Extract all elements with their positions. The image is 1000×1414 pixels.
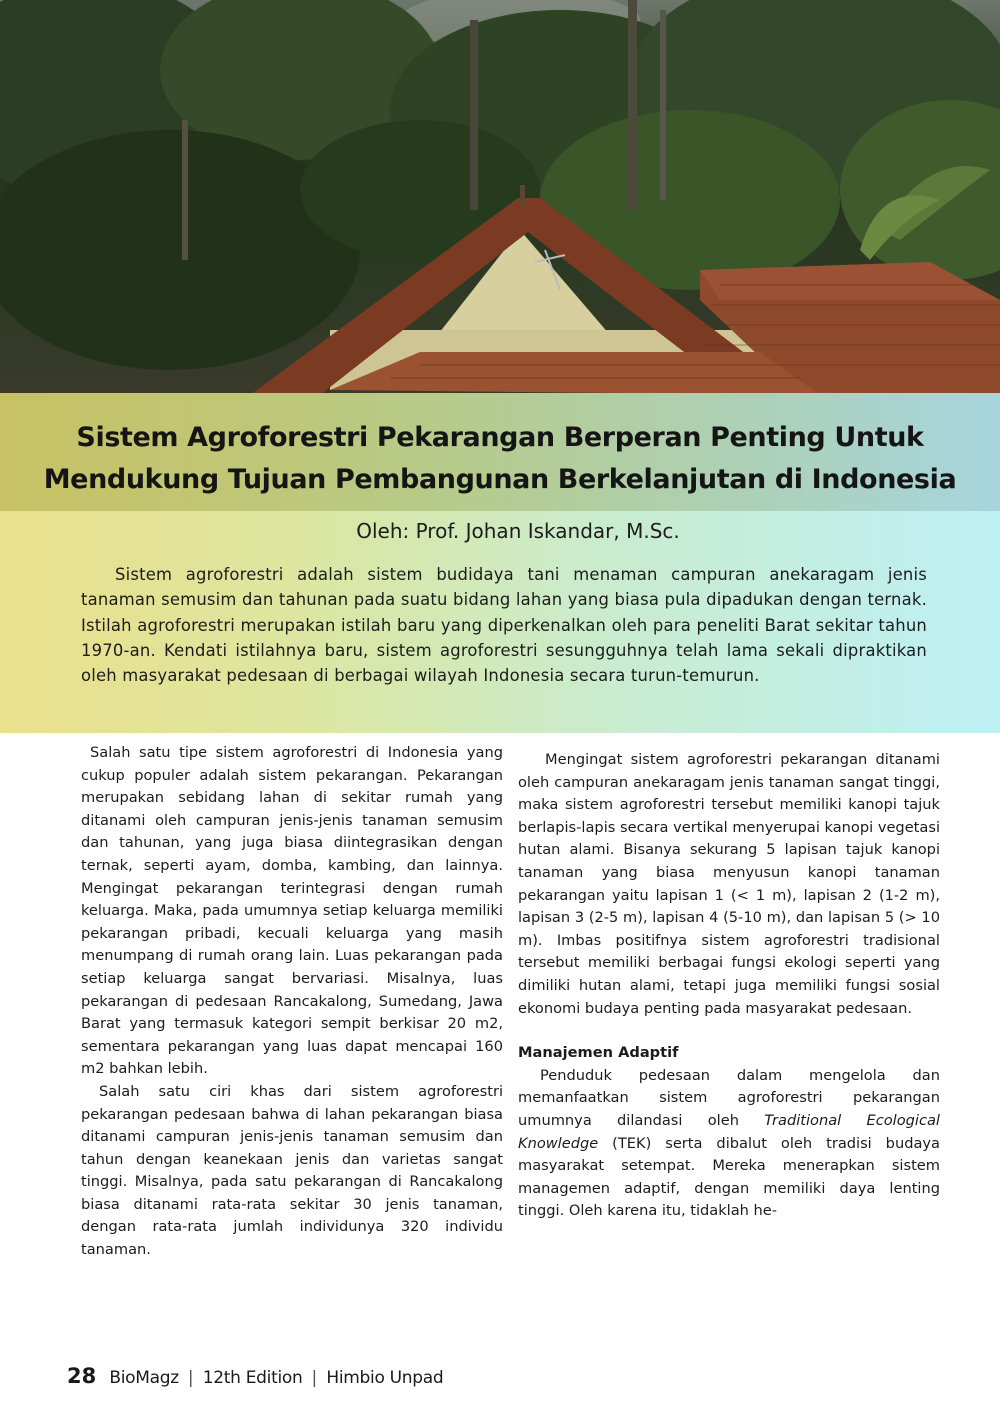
article-title-line-2: Mendukung Tujuan Pembangunan Berkelanjutan di Indonesia — [43, 464, 957, 495]
magazine-name: BioMagz — [109, 1368, 179, 1388]
title-box — [0, 393, 1000, 511]
body-paragraph: Salah satu ciri khas dari sistem agroforestri pekarangan pedesaan bahwa di lahan pekarangan biasa ditanami campuran jenis-jenis tanaman semusim dan tahun dengan keanekaan jenis dan varietas sangat tinggi. Misalnya, pada satu pekarangan di Rancakalong biasa ditanami rata-rata sekitar 30 jenis tanaman, dengan rata-rata jumlah individunya 320 individu tanaman. — [81, 1082, 503, 1259]
page-number: 28 — [67, 1364, 97, 1388]
page-footer — [67, 1364, 443, 1394]
hero-photo — [0, 0, 1000, 395]
article-title-line-1: Sistem Agroforestri Pekarangan Berperan Penting Untuk — [76, 422, 924, 453]
publisher-label: Himbio Unpad — [326, 1368, 444, 1388]
section-heading: Manajemen Adaptif — [518, 1044, 679, 1062]
italic-term: Traditional Ecological Knowledge — [518, 1111, 940, 1152]
author-byline: Oleh: Prof. Johan Iskandar, M.Sc. — [356, 519, 680, 543]
article-title — [40, 417, 960, 501]
body-paragraph: Salah satu tipe sistem agroforestri di Indonesia yang cukup populer adalah sistem pekarangan. Pekarangan merupakan sebidang lahan di sekitar rumah yang ditanami oleh campuran jenis-jenis tanaman semusim dan tahunan, yang juga biasa diintegrasikan dengan ternak, seperti ayam, domba, kambing, dan lainnya. Mengingat pekarangan terintegrasi dengan rumah keluarga. Maka, pada umumnya setiap keluarga memiliki pekarangan pribadi, kecuali keluarga yang masih menumpang di rumah orang lain. Luas pekarangan pada setiap keluarga sangat bervariasi. Misalnya, luas pekarangan di pedesaan Rancakalong, Sumedang, Jawa Barat yang termasuk kategori sempit berkisar 20 m2, sementara pekarangan yang luas dapat mencapai 160 m2 bahkan lebih. — [81, 744, 503, 1078]
body-text: Penduduk pedesaan dalam mengelola dan memanfaatkan sistem agroforestri pekarangan umumnya dilandasi oleh — [518, 1066, 940, 1129]
footer-separator: | — [187, 1368, 194, 1388]
right-column — [518, 749, 940, 1223]
left-column — [81, 742, 503, 1262]
edition-label: 12th Edition — [202, 1368, 303, 1388]
lead-paragraph: Sistem agroforestri adalah sistem budidaya tani menaman campuran anekaragam jenis tanaman semusim dan tahunan pada suatu bidang lahan yang biasa pula dipadukan dengan ternak. Istilah agroforestri merupakan istilah baru yang diperkenalkan oleh para peneliti Barat sekitar tahun 1970-an. Kendati istilahnya baru, sistem agroforestri sesungguhnya telah lama sekali dipraktikan oleh masyarakat pedesaan di berbagai wilayah Indonesia secara turun-temurun. — [81, 565, 927, 686]
footer-separator: | — [311, 1368, 318, 1388]
body-paragraph — [518, 1065, 940, 1223]
body-paragraph: Mengingat sistem agroforestri pekarangan ditanami oleh campuran anekaragam jenis tanaman sangat tinggi, maka sistem agroforestri tersebut memiliki kanopi tajuk berlapis-lapis secara vertikal menyerupai kanopi vegetasi hutan alami. Bisanya sekurang 5 lapisan tajuk kanopi tanaman yang biasa menyusun kanopi tanaman pekarangan yaitu lapisan 1 (< 1 m), lapisan 2 (1-2 m), lapisan 3 (2-5 m), lapisan 4 (5-10 m), dan lapisan 5 (> 10 m). Imbas positifnya sistem agroforestri tradisional tersebut memiliki berbagai fungsi ekologi seperti yang dimiliki hutan alami, tetapi juga memiliki fungsi sosial ekonomi budaya penting pada masyarakat pedesaan. — [518, 751, 940, 1017]
title-band — [0, 393, 1000, 733]
house-forest-illustration — [0, 0, 1000, 395]
body-text: (TEK) serta dibalut oleh tradisi budaya masyarakat setempat. Mereka menerapkan sistem managemen adaptif, dengan memiliki daya lenting tinggi. Oleh karena itu, tidaklah he- — [518, 1134, 940, 1220]
